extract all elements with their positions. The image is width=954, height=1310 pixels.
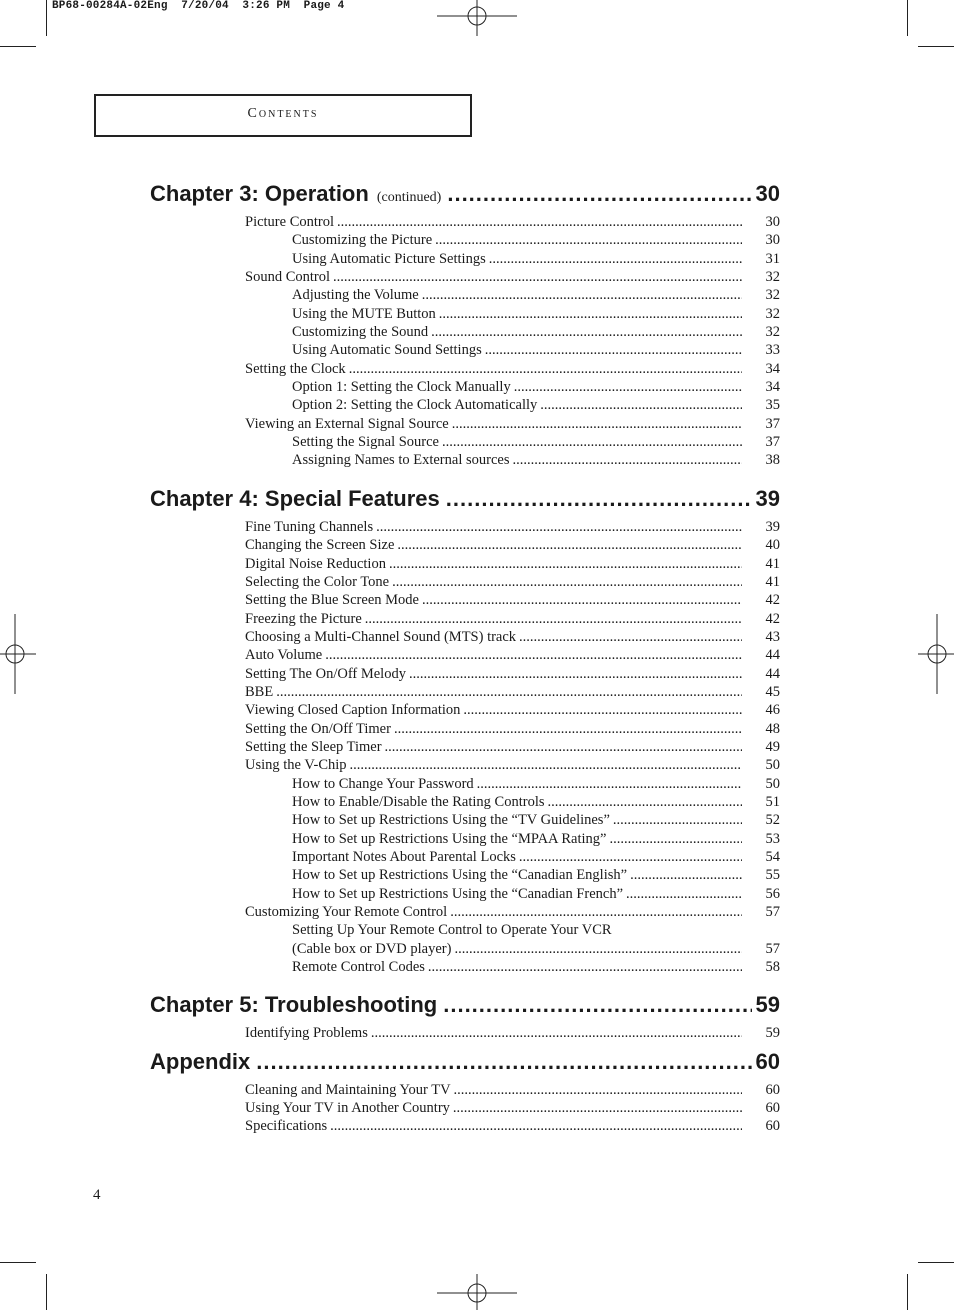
dot-leader <box>422 286 742 304</box>
toc-entry-page: 39 <box>765 518 780 535</box>
chapter-page: 60 <box>755 1048 780 1074</box>
toc-entry[interactable] <box>150 415 780 433</box>
toc-entry-title: How to Set up Restrictions Using the “Canadian French” <box>292 885 624 902</box>
dot-leader <box>463 701 742 719</box>
toc-entry-title: Cleaning and Maintaining Your TV <box>245 1081 451 1098</box>
crop-mark <box>46 0 47 36</box>
toc-entry[interactable] <box>150 451 780 469</box>
toc-entry[interactable] <box>150 360 780 378</box>
toc-entry[interactable] <box>150 555 780 573</box>
toc-entry-title: Choosing a Multi-Channel Sound (MTS) track <box>245 628 517 645</box>
toc-entry-page: 58 <box>765 959 780 976</box>
dot-leader <box>450 903 742 921</box>
toc-entry[interactable] <box>150 866 780 884</box>
chapter-title: Chapter 5: Troubleshooting <box>150 992 438 1018</box>
registration-mark-icon <box>0 614 36 694</box>
toc-entry[interactable] <box>150 323 780 341</box>
toc-entry-page: 30 <box>765 232 780 249</box>
dot-leader <box>422 591 742 609</box>
toc-entry-title: Viewing an External Signal Source <box>245 415 449 432</box>
toc-entry-page: 60 <box>765 1081 780 1098</box>
toc-entry-page: 32 <box>765 324 780 341</box>
toc-entry-title: Picture Control <box>245 214 335 230</box>
dot-leader <box>392 573 742 591</box>
toc-entry-title: How to Enable/Disable the Rating Controls <box>292 793 545 810</box>
toc-entry[interactable] <box>150 665 780 683</box>
dot-leader <box>454 1081 742 1099</box>
toc-entry-page: 54 <box>765 849 780 865</box>
dot-leader <box>435 231 742 249</box>
toc-entry-title: Sound Control <box>245 269 330 286</box>
chapter-heading <box>150 181 780 213</box>
dot-leader <box>443 992 751 1018</box>
crop-mark <box>0 1262 36 1263</box>
dot-leader <box>626 885 742 903</box>
toc-entry-page: 50 <box>765 757 780 774</box>
toc-entry-title: (Cable box or DVD player) <box>292 940 452 957</box>
dot-leader <box>442 433 742 451</box>
dot-leader <box>256 1049 751 1075</box>
toc-entry-title: How to Set up Restrictions Using the “MPAA Rating” <box>292 830 607 847</box>
toc-entry-page: 37 <box>765 415 780 432</box>
toc-entry[interactable] <box>150 811 780 829</box>
toc-entry[interactable] <box>150 720 780 738</box>
toc-entry[interactable] <box>150 793 780 811</box>
toc-entry[interactable] <box>150 940 780 958</box>
toc-entry-page: 59 <box>765 1025 780 1042</box>
toc-entry[interactable] <box>150 378 780 396</box>
toc-entry-title: Digital Noise Reduction <box>245 555 386 572</box>
toc-entry[interactable] <box>150 610 780 628</box>
dot-leader <box>276 683 742 701</box>
toc-entry[interactable] <box>150 536 780 554</box>
print-slug: BP68-00284A-02Eng 7/20/04 3:26 PM Page 4 <box>52 0 345 12</box>
toc-entry-page: 46 <box>765 702 780 719</box>
chapter-title: Chapter 4: Special Features <box>150 485 440 511</box>
toc-entry-page: 31 <box>765 250 780 267</box>
toc-entry-page: 32 <box>765 305 780 322</box>
toc-entry[interactable] <box>150 341 780 359</box>
dot-leader <box>394 720 742 738</box>
toc-entry-page: 57 <box>765 904 780 921</box>
toc-entry[interactable] <box>150 268 780 286</box>
toc-entry-title: Setting The On/Off Melody <box>245 665 406 682</box>
toc-entry[interactable] <box>150 250 780 268</box>
toc-entry[interactable] <box>150 775 780 793</box>
toc-entry-page: 44 <box>765 665 780 682</box>
toc-entry-page: 42 <box>765 610 780 627</box>
toc-entry-page: 34 <box>765 360 780 377</box>
toc-entry-page: 51 <box>765 793 780 810</box>
contents-title: Contents <box>247 106 319 121</box>
toc-entry-title: Setting the Blue Screen Mode <box>245 592 419 609</box>
table-of-contents <box>150 181 780 1136</box>
toc-entry-page: 55 <box>765 867 780 884</box>
toc-entry[interactable] <box>150 958 780 976</box>
dot-leader <box>350 756 742 774</box>
toc-entry-title: Using the V-Chip <box>245 757 347 774</box>
dot-leader <box>371 1024 742 1042</box>
toc-entry-page: 43 <box>765 628 780 645</box>
toc-entry-page: 53 <box>765 830 780 847</box>
toc-entry-title: Viewing Closed Caption Information <box>245 702 461 719</box>
toc-entry-page: 41 <box>765 573 780 590</box>
toc-entry-page: 56 <box>765 885 780 902</box>
toc-entry-title: Setting the Sleep Timer <box>245 738 382 755</box>
toc-entry-title: How to Set up Restrictions Using the “TV Guidelines” <box>292 812 610 829</box>
toc-entry[interactable] <box>150 885 780 903</box>
dot-leader <box>409 665 742 683</box>
dot-leader <box>325 646 742 664</box>
toc-entry-page: 38 <box>765 452 780 469</box>
toc-entry-title: Customizing the Sound <box>292 324 429 341</box>
toc-entry[interactable] <box>150 591 780 609</box>
toc-entry[interactable] <box>150 1117 780 1135</box>
toc-entry[interactable] <box>150 286 780 304</box>
registration-mark-icon <box>437 1274 517 1310</box>
dot-leader <box>428 958 742 976</box>
crop-mark <box>918 46 954 47</box>
dot-leader <box>514 378 742 396</box>
toc-entry-title: Using Automatic Sound Settings <box>292 342 482 359</box>
toc-entry-title: How to Change Your Password <box>292 775 474 792</box>
toc-entry-title: Identifying Problems <box>245 1025 368 1042</box>
toc-entry-title: Assigning Names to External sources <box>292 452 510 469</box>
crop-mark <box>918 1262 954 1263</box>
toc-entry-page: 30 <box>765 214 780 230</box>
dot-leader <box>519 848 742 866</box>
toc-entry[interactable] <box>150 830 780 848</box>
dot-leader <box>452 415 742 433</box>
toc-entry[interactable] <box>150 628 780 646</box>
toc-entry[interactable] <box>150 1081 780 1099</box>
dot-leader <box>613 811 742 829</box>
toc-entry-title: Using Automatic Picture Settings <box>292 250 486 267</box>
chapter-continued: (continued) <box>376 190 442 205</box>
toc-entry-page: 50 <box>765 775 780 792</box>
toc-entry-title: Freezing the Picture <box>245 610 362 627</box>
toc-entry[interactable] <box>150 433 780 451</box>
toc-entry-title: Adjusting the Volume <box>292 287 419 304</box>
chapter-page: 30 <box>755 181 780 206</box>
toc-entry-title: Remote Control Codes <box>292 959 425 976</box>
dot-leader <box>540 396 742 414</box>
toc-entry-page: 34 <box>765 379 780 396</box>
dot-leader <box>385 738 742 756</box>
toc-entry-title: Setting the On/Off Timer <box>245 720 391 737</box>
toc-entry-title: Auto Volume <box>245 647 323 664</box>
toc-entry-page: 45 <box>765 683 780 700</box>
chapter-title: Appendix <box>150 1048 251 1074</box>
dot-leader <box>431 323 742 341</box>
dot-leader <box>365 610 742 628</box>
dot-leader <box>330 1117 742 1135</box>
dot-leader <box>512 451 742 469</box>
toc-entry[interactable] <box>150 701 780 719</box>
dot-leader <box>337 213 742 231</box>
toc-entry[interactable] <box>150 1024 780 1042</box>
toc-entry[interactable] <box>150 738 780 756</box>
registration-mark-icon <box>918 614 954 694</box>
chapter-heading <box>150 1049 780 1081</box>
chapter-page: 39 <box>755 485 780 511</box>
toc-entry-title: Option 1: Setting the Clock Manually <box>292 379 511 396</box>
toc-entry-page: 44 <box>765 647 780 664</box>
dot-leader <box>333 268 742 286</box>
toc-entry-title: Customizing the Picture <box>292 232 433 249</box>
toc-entry[interactable] <box>150 646 780 664</box>
chapter-title: Chapter 3: Operation <box>150 181 369 206</box>
crop-mark <box>907 0 908 36</box>
toc-entry-title: Customizing Your Remote Control <box>245 904 448 921</box>
chapter-heading <box>150 486 780 518</box>
chapter-heading <box>150 992 780 1024</box>
toc-entry-page: 32 <box>765 287 780 304</box>
toc-entry-title: Setting Up Your Remote Control to Operate Your VCR <box>292 922 612 939</box>
toc-entry-page: 60 <box>765 1100 780 1117</box>
dot-leader <box>609 830 742 848</box>
dot-leader <box>519 628 742 646</box>
contents-header <box>94 94 472 137</box>
dot-leader <box>630 866 742 884</box>
dot-leader <box>439 305 742 323</box>
toc-entry[interactable] <box>150 231 780 249</box>
dot-leader <box>489 250 742 268</box>
toc-entry-page: 33 <box>765 342 780 359</box>
toc-entry[interactable] <box>150 213 780 231</box>
toc-entry-title: Selecting the Color Tone <box>245 573 390 590</box>
crop-mark <box>907 1274 908 1310</box>
toc-entry-page: 37 <box>765 434 780 451</box>
dot-leader <box>453 1099 742 1117</box>
toc-entry-page: 32 <box>765 269 780 286</box>
dot-leader <box>477 775 742 793</box>
toc-entry-title: BBE <box>245 683 274 700</box>
toc-entry-title: Specifications <box>245 1118 328 1135</box>
toc-entry-title: How to Set up Restrictions Using the “Canadian English” <box>292 867 628 884</box>
dot-leader <box>397 536 742 554</box>
toc-entry-title: Fine Tuning Channels <box>245 518 374 535</box>
dot-leader <box>454 940 742 958</box>
toc-entry-page: 35 <box>765 397 780 414</box>
toc-entry[interactable] <box>150 518 780 536</box>
toc-entry[interactable] <box>150 1099 780 1117</box>
toc-entry[interactable] <box>150 573 780 591</box>
toc-entry-title: Setting the Signal Source <box>292 434 439 451</box>
toc-entry-page: 41 <box>765 555 780 572</box>
toc-entry[interactable] <box>150 683 780 701</box>
toc-entry[interactable] <box>150 396 780 414</box>
toc-entry-page: 60 <box>765 1118 780 1135</box>
toc-entry[interactable] <box>150 903 780 921</box>
dot-leader <box>389 555 742 573</box>
toc-entry-page: 57 <box>765 940 780 957</box>
toc-entry-page: 52 <box>765 812 780 829</box>
dot-leader <box>447 181 751 207</box>
toc-entry-page: 42 <box>765 592 780 609</box>
toc-entry-title: Setting the Clock <box>245 360 346 377</box>
toc-entry-title: Option 2: Setting the Clock Automatically <box>292 397 538 414</box>
toc-entry-page: 49 <box>765 738 780 755</box>
dot-leader <box>548 793 742 811</box>
toc-entry[interactable] <box>150 305 780 323</box>
dot-leader <box>446 486 752 512</box>
page-number: 4 <box>93 1187 101 1203</box>
crop-mark <box>46 1274 47 1310</box>
toc-entry[interactable] <box>150 756 780 774</box>
chapter-page: 59 <box>755 992 780 1018</box>
dot-leader <box>485 341 742 359</box>
toc-entry[interactable] <box>150 921 780 939</box>
toc-entry-page: 40 <box>765 537 780 554</box>
toc-entry-page: 48 <box>765 720 780 737</box>
crop-mark <box>0 46 36 47</box>
toc-entry-title: Using Your TV in Another Country <box>245 1100 450 1117</box>
dot-leader <box>376 518 742 536</box>
registration-mark-icon <box>437 0 517 36</box>
toc-entry-title: Using the MUTE Button <box>292 305 436 322</box>
toc-entry-title: Important Notes About Parental Locks <box>292 849 516 865</box>
toc-entry[interactable] <box>150 848 780 866</box>
toc-entry-title: Changing the Screen Size <box>245 537 395 554</box>
dot-leader <box>349 360 742 378</box>
